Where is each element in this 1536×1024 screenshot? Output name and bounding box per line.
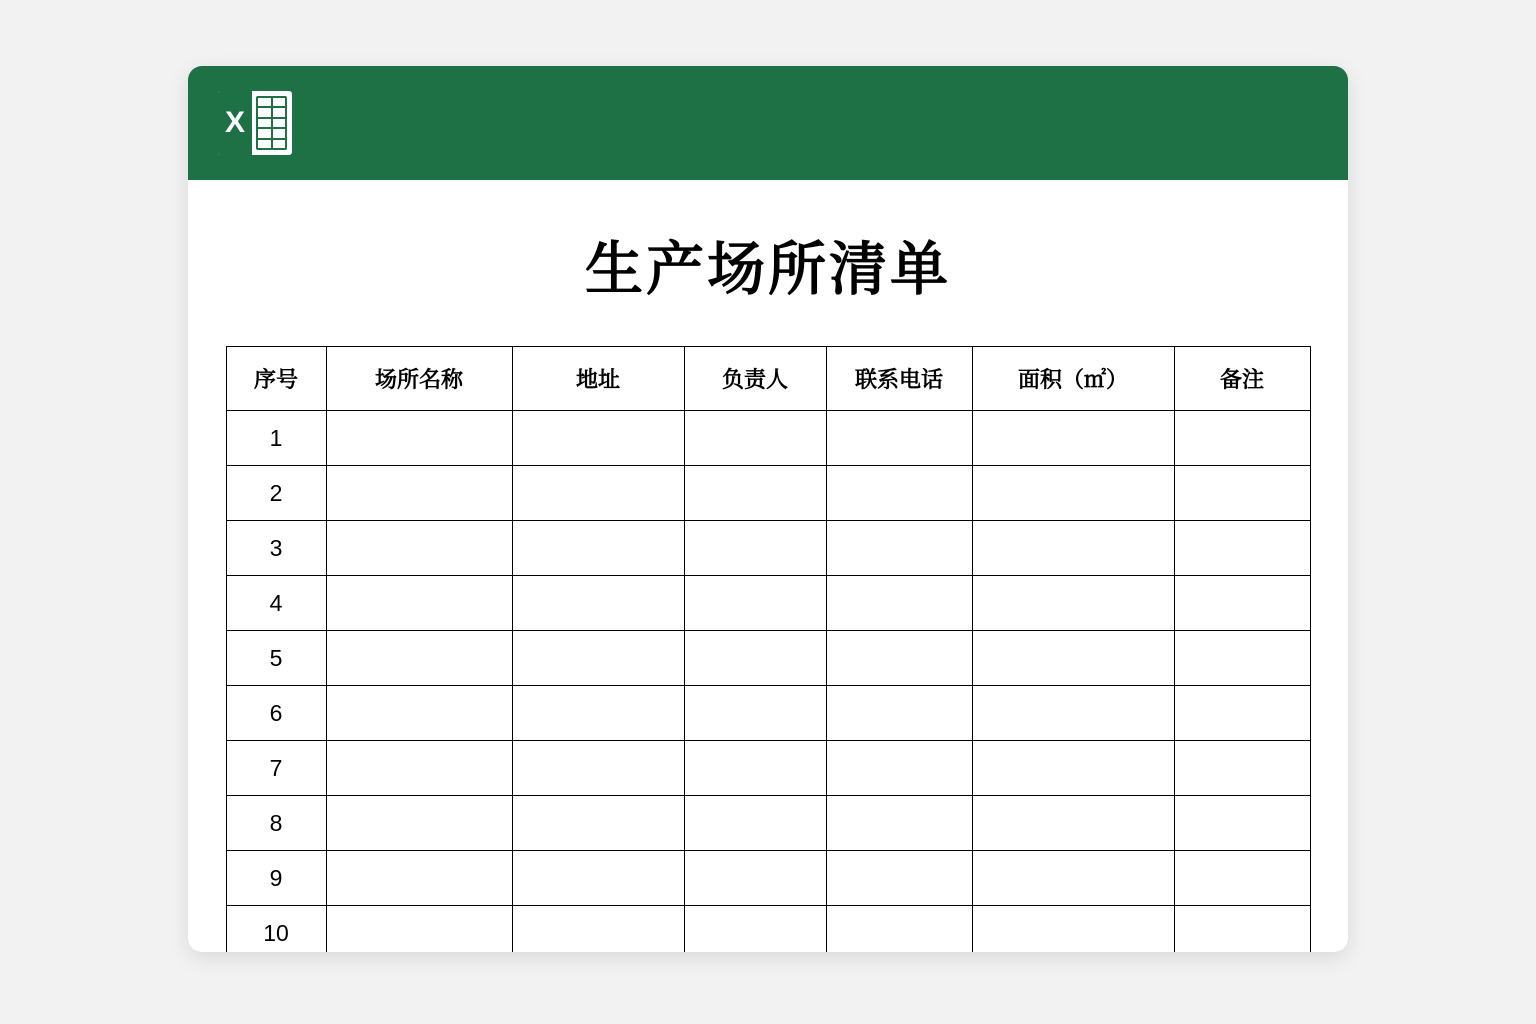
cell-manager[interactable] <box>684 521 826 576</box>
cell-index: 9 <box>226 851 326 906</box>
cell-name[interactable] <box>326 631 512 686</box>
cell-remark[interactable] <box>1174 906 1310 953</box>
column-header-area: 面积（㎡） <box>972 347 1174 411</box>
cell-index: 6 <box>226 686 326 741</box>
cell-remark[interactable] <box>1174 851 1310 906</box>
cell-manager[interactable] <box>684 411 826 466</box>
cell-manager[interactable] <box>684 466 826 521</box>
cell-phone[interactable] <box>826 906 972 953</box>
excel-icon-letter: X <box>218 91 252 155</box>
cell-phone[interactable] <box>826 686 972 741</box>
cell-phone[interactable] <box>826 411 972 466</box>
excel-icon-grid <box>256 96 287 150</box>
table-row <box>226 796 1310 851</box>
column-header-name: 场所名称 <box>326 347 512 411</box>
cell-name[interactable] <box>326 466 512 521</box>
cell-name[interactable] <box>326 411 512 466</box>
cell-index: 3 <box>226 521 326 576</box>
column-header-address: 地址 <box>512 347 684 411</box>
table-row <box>226 411 1310 466</box>
cell-remark[interactable] <box>1174 576 1310 631</box>
cell-index: 2 <box>226 466 326 521</box>
page-title: 生产场所清单 <box>584 235 951 303</box>
cell-name[interactable] <box>326 521 512 576</box>
title-bar <box>188 66 1348 180</box>
cell-area[interactable] <box>972 521 1174 576</box>
cell-area[interactable] <box>972 796 1174 851</box>
column-header-index: 序号 <box>226 347 326 411</box>
cell-area[interactable] <box>972 851 1174 906</box>
table-row <box>226 851 1310 906</box>
cell-remark[interactable] <box>1174 631 1310 686</box>
table-row <box>226 741 1310 796</box>
cell-address[interactable] <box>512 466 684 521</box>
cell-address[interactable] <box>512 411 684 466</box>
cell-remark[interactable] <box>1174 796 1310 851</box>
cell-name[interactable] <box>326 851 512 906</box>
cell-area[interactable] <box>972 631 1174 686</box>
places-table <box>226 346 1311 952</box>
cell-address[interactable] <box>512 796 684 851</box>
cell-address[interactable] <box>512 576 684 631</box>
cell-area[interactable] <box>972 686 1174 741</box>
cell-manager[interactable] <box>684 686 826 741</box>
cell-manager[interactable] <box>684 796 826 851</box>
cell-area[interactable] <box>972 576 1174 631</box>
cell-address[interactable] <box>512 631 684 686</box>
cell-address[interactable] <box>512 741 684 796</box>
table-row <box>226 686 1310 741</box>
cell-name[interactable] <box>326 796 512 851</box>
column-header-phone: 联系电话 <box>826 347 972 411</box>
cell-remark[interactable] <box>1174 466 1310 521</box>
cell-manager[interactable] <box>684 576 826 631</box>
table-row <box>226 521 1310 576</box>
table-row <box>226 631 1310 686</box>
cell-area[interactable] <box>972 411 1174 466</box>
cell-phone[interactable] <box>826 576 972 631</box>
cell-manager[interactable] <box>684 631 826 686</box>
cell-phone[interactable] <box>826 796 972 851</box>
cell-address[interactable] <box>512 521 684 576</box>
cell-index: 10 <box>226 906 326 953</box>
table-row <box>226 466 1310 521</box>
cell-name[interactable] <box>326 741 512 796</box>
table-row <box>226 906 1310 953</box>
cell-manager[interactable] <box>684 851 826 906</box>
cell-index: 4 <box>226 576 326 631</box>
excel-icon <box>218 91 292 155</box>
sheet-area <box>188 222 1348 952</box>
cell-phone[interactable] <box>826 521 972 576</box>
cell-phone[interactable] <box>826 631 972 686</box>
cell-remark[interactable] <box>1174 686 1310 741</box>
cell-name[interactable] <box>326 576 512 631</box>
column-header-manager: 负责人 <box>684 347 826 411</box>
table-header-row <box>226 347 1310 411</box>
cell-address[interactable] <box>512 906 684 953</box>
table-row <box>226 576 1310 631</box>
cell-phone[interactable] <box>826 741 972 796</box>
cell-index: 5 <box>226 631 326 686</box>
column-header-remark: 备注 <box>1174 347 1310 411</box>
cell-area[interactable] <box>972 466 1174 521</box>
cell-index: 7 <box>226 741 326 796</box>
cell-index: 1 <box>226 411 326 466</box>
cell-manager[interactable] <box>684 906 826 953</box>
document-card <box>188 66 1348 952</box>
cell-area[interactable] <box>972 741 1174 796</box>
cell-remark[interactable] <box>1174 741 1310 796</box>
cell-remark[interactable] <box>1174 411 1310 466</box>
cell-phone[interactable] <box>826 851 972 906</box>
cell-name[interactable] <box>326 906 512 953</box>
cell-index: 8 <box>226 796 326 851</box>
cell-remark[interactable] <box>1174 521 1310 576</box>
cell-manager[interactable] <box>684 741 826 796</box>
cell-address[interactable] <box>512 851 684 906</box>
cell-phone[interactable] <box>826 466 972 521</box>
cell-address[interactable] <box>512 686 684 741</box>
cell-area[interactable] <box>972 906 1174 953</box>
cell-name[interactable] <box>326 686 512 741</box>
